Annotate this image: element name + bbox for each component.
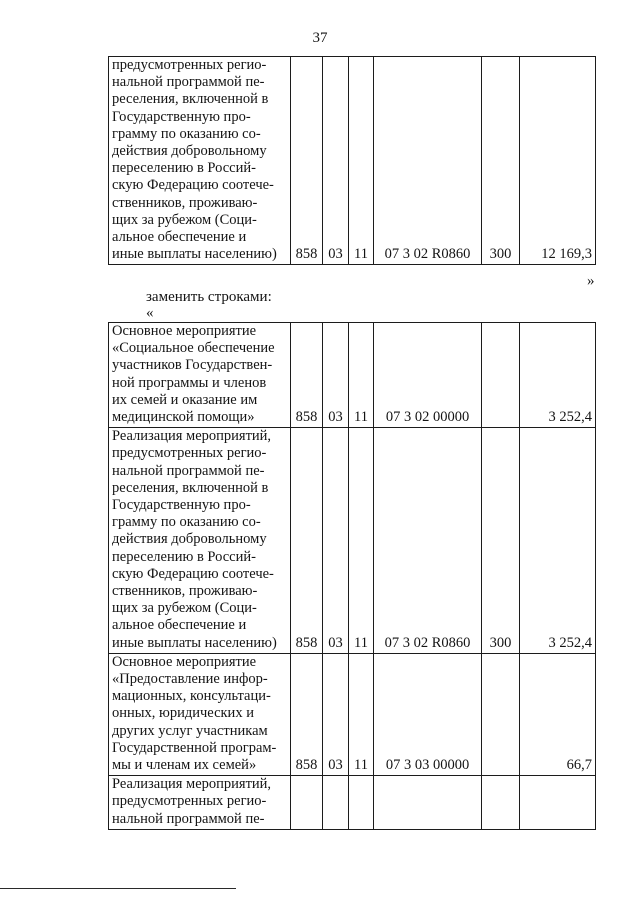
- section-code-cell: 03: [323, 57, 349, 265]
- ministry-code-cell: [291, 776, 323, 830]
- amount-cell: 3 252,4: [520, 323, 596, 428]
- budget-table-replacement: [108, 322, 596, 830]
- amount-cell: 66,7: [520, 653, 596, 775]
- ministry-code-cell: 858: [291, 653, 323, 775]
- target-article-cell: 07 3 03 00000: [374, 653, 482, 775]
- description-cell: Реализация мероприятий, предусмотренных регио- нальной программой пе-: [109, 776, 291, 830]
- expense-type-cell: [482, 323, 520, 428]
- subsection-code-cell: 11: [349, 323, 374, 428]
- budget-table-top: [108, 56, 596, 265]
- target-article-cell: 07 3 02 R0860: [374, 428, 482, 654]
- expense-type-cell: [482, 776, 520, 830]
- description-cell: Основное мероприятие «Социальное обеспечение участников Государствен- ной программы и членов их семей и оказание им медицинской помощи»: [109, 323, 291, 428]
- amount-cell: [520, 776, 596, 830]
- table-row: [109, 653, 596, 775]
- description-cell: Основное мероприятие «Предоставление инфор- мационных, консультаци- онных, юридических и других услуг участникам Государственной програм- мы и членам их семей»: [109, 653, 291, 775]
- expense-type-cell: 300: [482, 428, 520, 654]
- replace-instruction: заменить строками:: [146, 289, 272, 305]
- table-row: [109, 57, 596, 265]
- expense-type-cell: [482, 653, 520, 775]
- ministry-code-cell: 858: [291, 428, 323, 654]
- target-article-cell: 07 3 02 00000: [374, 323, 482, 428]
- description-cell: Реализация мероприятий, предусмотренных регио- нальной программой пе- реселения, включенной в Государственную про- грамму по оказанию со- действия добровольному переселению в Россий- скую Федерацию соотече- ственников, проживаю- щих за рубежом (Соци- альное обеспечение и иные выплаты населению): [109, 428, 291, 654]
- section-code-cell: [323, 776, 349, 830]
- description-cell: предусмотренных регио- нальной программой пе- реселения, включенной в Государственную про- грамму по оказанию со- действия добровольному переселению в Россий- скую Федерацию соотече- ственников, проживаю- щих за рубежом (Соци- альное обеспечение и иные выплаты населению): [109, 57, 291, 265]
- table-row: [109, 776, 596, 830]
- subsection-code-cell: 11: [349, 653, 374, 775]
- section-code-cell: 03: [323, 653, 349, 775]
- ministry-code-cell: 858: [291, 323, 323, 428]
- page-number: 37: [312, 30, 328, 46]
- subsection-code-cell: 11: [349, 428, 374, 654]
- table-row: [109, 323, 596, 428]
- table-row: [109, 428, 596, 654]
- subsection-code-cell: 11: [349, 57, 374, 265]
- section-code-cell: 03: [323, 428, 349, 654]
- expense-type-cell: 300: [482, 57, 520, 265]
- target-article-cell: 07 3 02 R0860: [374, 57, 482, 265]
- ministry-code-cell: 858: [291, 57, 323, 265]
- amount-cell: 3 252,4: [520, 428, 596, 654]
- footer-divider: [0, 888, 236, 889]
- subsection-code-cell: [349, 776, 374, 830]
- section-code-cell: 03: [323, 323, 349, 428]
- amount-cell: 12 169,3: [520, 57, 596, 265]
- closing-quote: »: [587, 273, 595, 289]
- target-article-cell: [374, 776, 482, 830]
- opening-quote: «: [146, 305, 154, 321]
